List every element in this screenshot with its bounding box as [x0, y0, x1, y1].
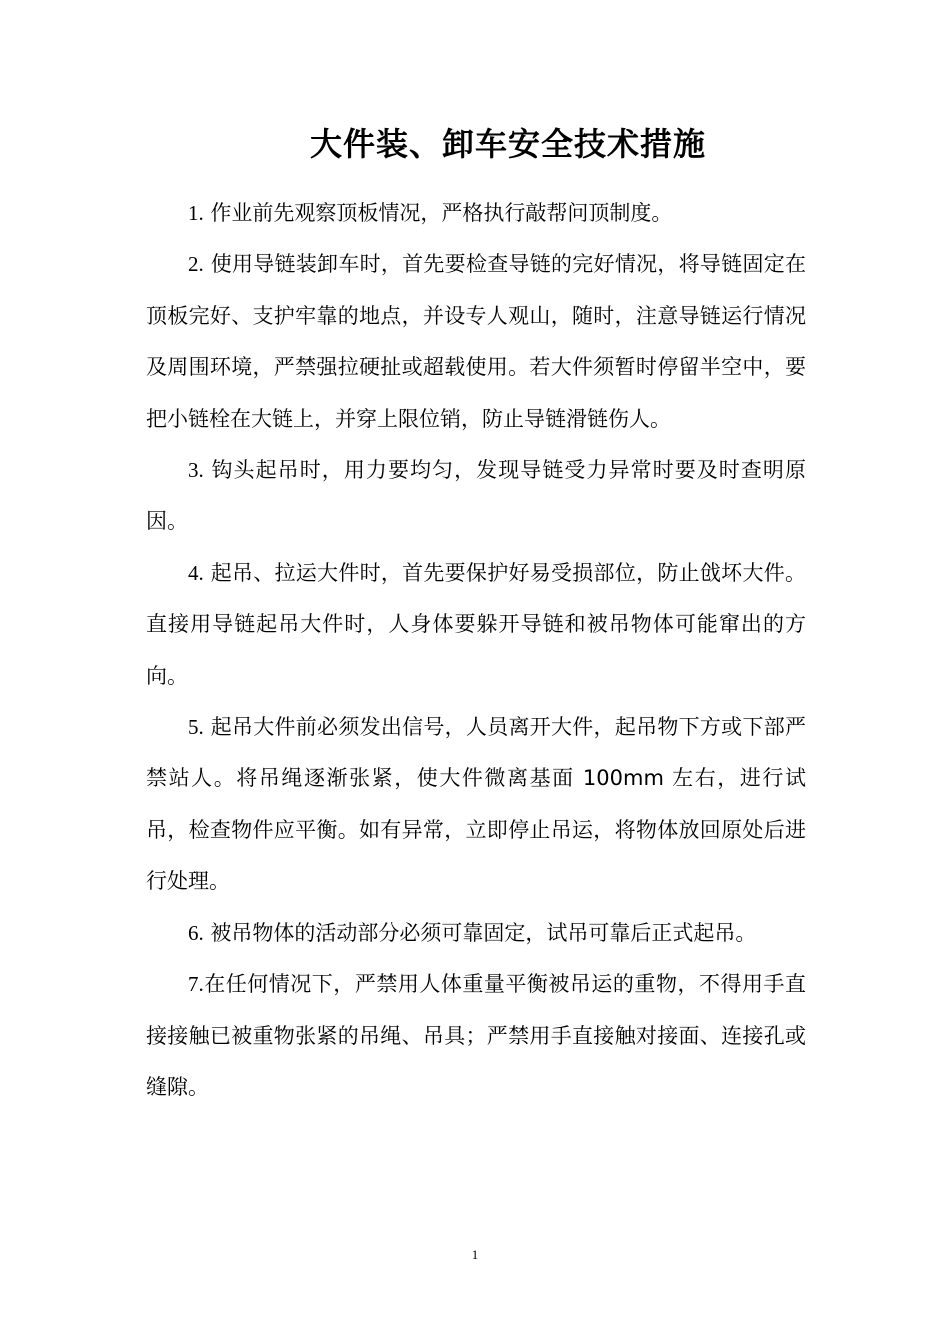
paragraph-7: [146, 959, 806, 1113]
paragraph-text: 在任何情况下，严禁用人体重量平衡被吊运的重物，不得用手直接接触已被重物张紧的吊绳、吊具；严禁用手直接触对接面、连接孔或缝隙。: [146, 972, 806, 1099]
paragraph-text: 起吊、拉运大件时，首先要保护好易受损部位，防止戗坏大件。直接用导链起吊大件时，人身体要躲开导链和被吊物体可能窜出的方向。: [146, 560, 806, 688]
paragraph-text: 使用导链装卸车时，首先要检查导链的完好情况，将导链固定在顶板完好、支护牢靠的地点，并设专人观山，随时，注意导链运行情况及周围环境，严禁强拉硬扯或超载使用。若大件须暂时停留半空中，要把小链栓在大链上，并穿上限位销，防止导链滑链伤人。: [146, 252, 806, 431]
paragraph-text: 钩头起吊时，用力要均匀，发现导链受力异常时要及时查明原因。: [146, 458, 806, 534]
paragraph-text: 起吊大件前必须发出信号，人员离开大件，起吊物下方或下部严禁站人。将吊绳逐渐张紧，使大件微离基面 100mm 左右，进行试吊，检查物件应平衡。如有异常，立即停止吊运，将物体放回原处后进行处理。: [146, 715, 806, 894]
paragraph-4: [146, 548, 806, 702]
paragraph-number: 6.: [188, 920, 204, 945]
paragraph-text: 被吊物体的活动部分必须可靠固定，试吊可靠后正式起吊。: [203, 920, 757, 945]
paragraph-text: 作业前先观察顶板情况，严格执行敲帮问顶制度。: [203, 201, 673, 225]
paragraph-2: [146, 239, 806, 445]
paragraph-6: [146, 908, 806, 959]
paragraph-1: [146, 188, 806, 239]
paragraph-5: [146, 702, 806, 908]
paragraph-number: 4.: [188, 560, 204, 585]
document-body: [146, 188, 806, 1113]
paragraph-3: [146, 445, 806, 548]
paragraph-number: 5.: [188, 715, 204, 740]
page-number: 1: [471, 1247, 479, 1262]
paragraph-number: 2.: [188, 252, 204, 277]
document-title: 大件装、卸车安全技术措施: [309, 125, 706, 163]
paragraph-number: 7.: [188, 972, 204, 997]
paragraph-number: 3.: [188, 458, 204, 483]
paragraph-number: 1.: [188, 201, 204, 225]
